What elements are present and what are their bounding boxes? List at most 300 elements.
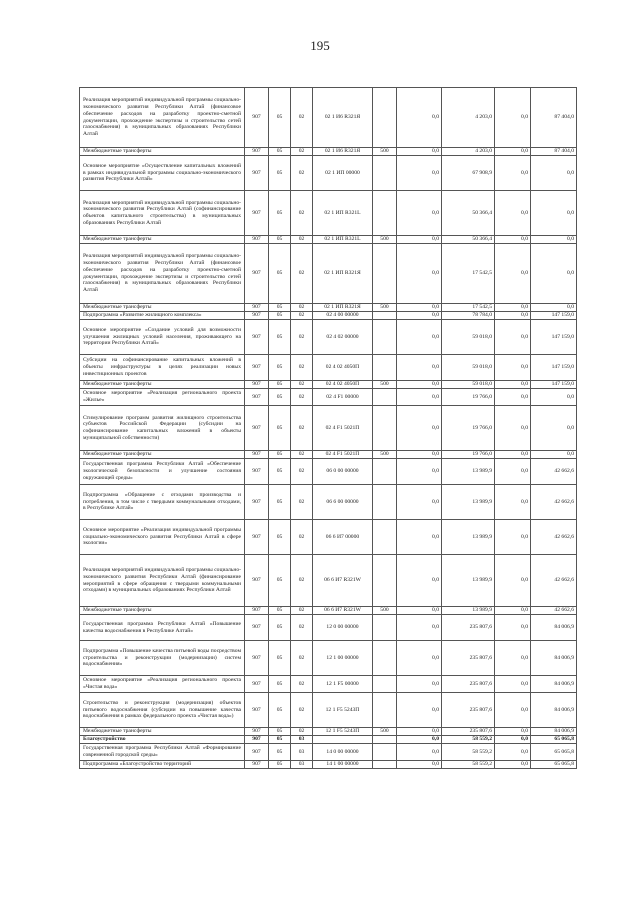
row-csr-cell: 02 4 F1 5021П <box>313 406 373 451</box>
row-csr-cell: 02 4 F1 5021П <box>313 451 373 459</box>
row-value2-cell: 13 989,9 <box>442 607 495 615</box>
row-value4-cell: 147 159,0 <box>531 320 577 355</box>
row-value4-cell: 84 006,9 <box>531 676 577 693</box>
row-value4-cell: 42 662,6 <box>531 607 577 615</box>
row-value3-cell: 0,0 <box>495 641 531 676</box>
row-value2-cell: 235 807,6 <box>442 615 495 641</box>
row-value3-cell: 0,0 <box>495 761 531 769</box>
row-value2-cell: 235 807,6 <box>442 693 495 728</box>
row-value4-cell: 0,0 <box>531 236 577 244</box>
row-rz-cell: 05 <box>269 736 291 744</box>
row-value1-cell: 0,0 <box>397 520 442 555</box>
table-row <box>80 693 577 728</box>
row-name-cell: Основное мероприятие «Реализация регионального проекта «Жилье» <box>80 389 245 406</box>
row-value4-cell: 42 662,6 <box>531 555 577 607</box>
row-vr-cell <box>373 88 397 148</box>
row-gr-cell: 907 <box>245 451 269 459</box>
row-value1-cell: 0,0 <box>397 485 442 520</box>
row-value4-cell: 65 065,8 <box>531 744 577 761</box>
row-rz-cell: 05 <box>269 555 291 607</box>
row-rz-cell: 05 <box>269 459 291 485</box>
row-name-cell: Межбюджетные трансферты <box>80 728 245 736</box>
row-csr-cell: 12 1 F5 00000 <box>313 676 373 693</box>
row-value2-cell: 19 766,0 <box>442 406 495 451</box>
row-value2-cell: 235 807,6 <box>442 676 495 693</box>
table-row <box>80 555 577 607</box>
row-value2-cell: 59 018,0 <box>442 355 495 381</box>
row-name-cell: Благоустройство <box>80 736 245 744</box>
row-value4-cell: 0,0 <box>531 304 577 312</box>
row-value3-cell: 0,0 <box>495 244 531 304</box>
row-value4-cell: 87 404,0 <box>531 88 577 148</box>
row-value3-cell: 0,0 <box>495 615 531 641</box>
row-gr-cell: 907 <box>245 736 269 744</box>
row-csr-cell: 02 1 ИП R321Я <box>313 304 373 312</box>
row-csr-cell: 06 6 00 00000 <box>313 485 373 520</box>
row-gr-cell: 907 <box>245 389 269 406</box>
row-value3-cell: 0,0 <box>495 148 531 156</box>
row-value3-cell: 0,0 <box>495 736 531 744</box>
row-csr-cell: 02 4 02 4050П <box>313 355 373 381</box>
row-vr-cell <box>373 615 397 641</box>
row-name-cell: Основное мероприятие «Реализация индивидуальной программы социально-экономического развития Республики Алтай в сфере экологии» <box>80 520 245 555</box>
row-value2-cell: 59 018,0 <box>442 381 495 389</box>
row-rz-cell: 05 <box>269 191 291 236</box>
row-gr-cell: 907 <box>245 485 269 520</box>
row-value2-cell: 19 766,0 <box>442 389 495 406</box>
row-rz-cell: 05 <box>269 355 291 381</box>
table-row <box>80 607 577 615</box>
row-vr-cell <box>373 156 397 191</box>
row-value1-cell: 0,0 <box>397 728 442 736</box>
row-value1-cell: 0,0 <box>397 761 442 769</box>
row-vr-cell <box>373 761 397 769</box>
row-pr-cell: 02 <box>291 607 313 615</box>
row-value1-cell: 0,0 <box>397 641 442 676</box>
row-value1-cell: 0,0 <box>397 555 442 607</box>
row-rz-cell: 05 <box>269 693 291 728</box>
row-name-cell: Реализация мероприятий индивидуальной программы социально-экономического развития Республики Алтай (финансирование мероприятий в сфере обращения с твердыми коммунальными отходами) в муниципальных образованиях Республики Алтай <box>80 555 245 607</box>
row-rz-cell: 05 <box>269 304 291 312</box>
row-value4-cell: 65 065,8 <box>531 761 577 769</box>
row-value2-cell: 78 784,0 <box>442 312 495 320</box>
row-value2-cell: 67 908,9 <box>442 156 495 191</box>
row-value1-cell: 0,0 <box>397 744 442 761</box>
table-row <box>80 676 577 693</box>
row-value3-cell: 0,0 <box>495 676 531 693</box>
row-pr-cell: 02 <box>291 389 313 406</box>
row-value2-cell: 17 542,5 <box>442 304 495 312</box>
row-gr-cell: 907 <box>245 406 269 451</box>
row-gr-cell: 907 <box>245 744 269 761</box>
row-csr-cell: 12 0 00 00000 <box>313 615 373 641</box>
row-name-cell: Реализация мероприятий индивидуальной программы социально-экономического развития Республики Алтай (софинансирование объектов капитального строительства) в муниципальных образованиях Республики Алтай <box>80 191 245 236</box>
row-gr-cell: 907 <box>245 459 269 485</box>
row-rz-cell: 05 <box>269 641 291 676</box>
row-name-cell: Подпрограмма «Обращение с отходами производства и потребления, в том числе с твердыми коммунальными отходами, в Республике Алтай» <box>80 485 245 520</box>
table-row <box>80 191 577 236</box>
row-value2-cell: 59 018,0 <box>442 320 495 355</box>
row-pr-cell: 02 <box>291 148 313 156</box>
table-row <box>80 320 577 355</box>
table-row <box>80 451 577 459</box>
row-value3-cell: 0,0 <box>495 459 531 485</box>
row-vr-cell: 500 <box>373 304 397 312</box>
row-pr-cell: 02 <box>291 641 313 676</box>
row-gr-cell: 907 <box>245 761 269 769</box>
row-pr-cell: 02 <box>291 555 313 607</box>
row-gr-cell: 907 <box>245 355 269 381</box>
row-vr-cell <box>373 520 397 555</box>
table-row <box>80 728 577 736</box>
row-value4-cell: 42 662,6 <box>531 520 577 555</box>
table-row <box>80 641 577 676</box>
row-csr-cell: 02 1 И6 R321Я <box>313 148 373 156</box>
row-csr-cell: 02 4 02 00000 <box>313 320 373 355</box>
row-value4-cell: 0,0 <box>531 406 577 451</box>
row-gr-cell: 907 <box>245 88 269 148</box>
row-value2-cell: 13 989,9 <box>442 459 495 485</box>
row-value3-cell: 0,0 <box>495 406 531 451</box>
row-value4-cell: 0,0 <box>531 389 577 406</box>
row-value1-cell: 0,0 <box>397 389 442 406</box>
row-pr-cell: 02 <box>291 312 313 320</box>
row-vr-cell <box>373 312 397 320</box>
row-vr-cell <box>373 389 397 406</box>
row-value2-cell: 50 366,4 <box>442 191 495 236</box>
row-value1-cell: 0,0 <box>397 676 442 693</box>
row-value2-cell: 50 366,4 <box>442 236 495 244</box>
row-vr-cell <box>373 355 397 381</box>
row-csr-cell: 02 1 ИП R321L <box>313 191 373 236</box>
row-csr-cell: 02 1 ИП R321L <box>313 236 373 244</box>
row-value2-cell: 19 766,0 <box>442 451 495 459</box>
row-gr-cell: 907 <box>245 191 269 236</box>
row-rz-cell: 05 <box>269 761 291 769</box>
row-gr-cell: 907 <box>245 693 269 728</box>
row-value1-cell: 0,0 <box>397 381 442 389</box>
table-row <box>80 244 577 304</box>
row-rz-cell: 05 <box>269 744 291 761</box>
row-csr-cell: 12 1 F5 5243П <box>313 728 373 736</box>
row-value1-cell: 0,0 <box>397 320 442 355</box>
row-value2-cell: 4 203,0 <box>442 88 495 148</box>
row-gr-cell: 907 <box>245 641 269 676</box>
table-row <box>80 736 577 744</box>
row-value3-cell: 0,0 <box>495 304 531 312</box>
row-value1-cell: 0,0 <box>397 148 442 156</box>
row-pr-cell: 02 <box>291 191 313 236</box>
row-rz-cell: 05 <box>269 88 291 148</box>
row-vr-cell: 500 <box>373 236 397 244</box>
row-pr-cell: 02 <box>291 728 313 736</box>
row-value1-cell: 0,0 <box>397 355 442 381</box>
row-csr-cell: 02 1 ИП 00000 <box>313 156 373 191</box>
row-csr-cell: 02 4 F1 00000 <box>313 389 373 406</box>
row-value3-cell: 0,0 <box>495 312 531 320</box>
row-csr-cell: 06 6 И7 00000 <box>313 520 373 555</box>
table-row <box>80 520 577 555</box>
row-pr-cell: 03 <box>291 744 313 761</box>
row-pr-cell: 02 <box>291 304 313 312</box>
table-row <box>80 148 577 156</box>
row-name-cell: Межбюджетные трансферты <box>80 148 245 156</box>
row-gr-cell: 907 <box>245 244 269 304</box>
table-row <box>80 304 577 312</box>
row-value2-cell: 58 559,2 <box>442 744 495 761</box>
row-gr-cell: 907 <box>245 236 269 244</box>
row-value2-cell: 235 807,6 <box>442 728 495 736</box>
row-gr-cell: 907 <box>245 555 269 607</box>
row-value1-cell: 0,0 <box>397 312 442 320</box>
row-csr-cell: 02 1 И6 R321Я <box>313 88 373 148</box>
row-value4-cell: 87 404,0 <box>531 148 577 156</box>
row-name-cell: Подпрограмма «Развитие жилищного комплекса» <box>80 312 245 320</box>
row-pr-cell: 02 <box>291 485 313 520</box>
row-vr-cell <box>373 555 397 607</box>
row-gr-cell: 907 <box>245 520 269 555</box>
row-name-cell: Стимулирование программ развития жилищного строительства субъектов Российской Федерации (субсидии на софинансирование капитальных вложений в объекты муниципальной собственности) <box>80 406 245 451</box>
row-value1-cell: 0,0 <box>397 736 442 744</box>
row-pr-cell: 02 <box>291 693 313 728</box>
table-row <box>80 381 577 389</box>
row-value1-cell: 0,0 <box>397 607 442 615</box>
row-pr-cell: 02 <box>291 320 313 355</box>
row-vr-cell: 500 <box>373 451 397 459</box>
row-value3-cell: 0,0 <box>495 320 531 355</box>
row-value2-cell: 17 542,5 <box>442 244 495 304</box>
row-value4-cell: 147 159,0 <box>531 381 577 389</box>
row-name-cell: Основное мероприятие «Реализация регионального проекта «Чистая вода» <box>80 676 245 693</box>
row-gr-cell: 907 <box>245 615 269 641</box>
row-value3-cell: 0,0 <box>495 520 531 555</box>
table-row <box>80 312 577 320</box>
row-gr-cell: 907 <box>245 148 269 156</box>
row-pr-cell: 02 <box>291 156 313 191</box>
row-value1-cell: 0,0 <box>397 88 442 148</box>
row-rz-cell: 05 <box>269 312 291 320</box>
row-value1-cell: 0,0 <box>397 693 442 728</box>
row-value3-cell: 0,0 <box>495 728 531 736</box>
row-csr-cell: 12 1 00 00000 <box>313 641 373 676</box>
table-row <box>80 236 577 244</box>
row-rz-cell: 05 <box>269 244 291 304</box>
row-rz-cell: 05 <box>269 236 291 244</box>
row-pr-cell: 02 <box>291 520 313 555</box>
row-vr-cell: 500 <box>373 148 397 156</box>
row-csr-cell: 02 4 00 00000 <box>313 312 373 320</box>
row-name-cell: Подпрограмма «Повышение качества питьевой воды посредством строительства и реконструкции (модернизации) систем водоснабжения» <box>80 641 245 676</box>
row-pr-cell: 02 <box>291 355 313 381</box>
row-vr-cell <box>373 459 397 485</box>
row-pr-cell: 02 <box>291 676 313 693</box>
table-body <box>80 88 577 769</box>
row-vr-cell <box>373 676 397 693</box>
row-value1-cell: 0,0 <box>397 406 442 451</box>
row-pr-cell: 03 <box>291 761 313 769</box>
row-value4-cell: 84 006,9 <box>531 728 577 736</box>
row-value4-cell: 84 006,9 <box>531 641 577 676</box>
row-value3-cell: 0,0 <box>495 355 531 381</box>
row-name-cell: Реализация мероприятий индивидуальной программы социально-экономического развития Республики Алтай (финансовое обеспечение расходов на разработку проектно-сметной документации, прохождение экспертизы и строительство сетей газоснабжения) в муниципальных образованиях Республики Алтай <box>80 88 245 148</box>
row-gr-cell: 907 <box>245 607 269 615</box>
row-rz-cell: 05 <box>269 389 291 406</box>
row-name-cell: Реализация мероприятий индивидуальной программы социально-экономического развития Республики Алтай (финансовое обеспечение расходов на разработку проектно-сметной документации, прохождение экспертизы и строительство сетей газоснабжения) в муниципальных образованиях Республики Алтай <box>80 244 245 304</box>
row-csr-cell: 14 1 00 00000 <box>313 761 373 769</box>
row-name-cell: Государственная программа Республики Алтай «Повышение качества водоснабжения в Республике Алтай» <box>80 615 245 641</box>
row-value3-cell: 0,0 <box>495 236 531 244</box>
row-rz-cell: 05 <box>269 148 291 156</box>
row-value3-cell: 0,0 <box>495 485 531 520</box>
row-vr-cell <box>373 191 397 236</box>
row-vr-cell: 500 <box>373 607 397 615</box>
row-gr-cell: 907 <box>245 320 269 355</box>
row-name-cell: Межбюджетные трансферты <box>80 304 245 312</box>
row-rz-cell: 05 <box>269 320 291 355</box>
row-vr-cell: 500 <box>373 381 397 389</box>
row-vr-cell <box>373 693 397 728</box>
row-value3-cell: 0,0 <box>495 156 531 191</box>
row-pr-cell: 02 <box>291 236 313 244</box>
row-value1-cell: 0,0 <box>397 459 442 485</box>
table-row <box>80 406 577 451</box>
row-value4-cell: 0,0 <box>531 191 577 236</box>
row-value4-cell: 147 159,0 <box>531 355 577 381</box>
row-name-cell: Строительство и реконструкция (модернизация) объектов питьевого водоснабжения (субсидии на повышение качества водоснабжения в рамках федерального проекта «Чистая вода») <box>80 693 245 728</box>
row-gr-cell: 907 <box>245 676 269 693</box>
row-value1-cell: 0,0 <box>397 244 442 304</box>
row-csr-cell: 12 1 F5 5243П <box>313 693 373 728</box>
row-pr-cell: 02 <box>291 615 313 641</box>
row-value4-cell: 65 065,8 <box>531 736 577 744</box>
row-rz-cell: 05 <box>269 156 291 191</box>
row-csr-cell <box>313 736 373 744</box>
row-name-cell: Межбюджетные трансферты <box>80 381 245 389</box>
row-gr-cell: 907 <box>245 304 269 312</box>
row-rz-cell: 05 <box>269 607 291 615</box>
row-value3-cell: 0,0 <box>495 555 531 607</box>
row-name-cell: Государственная программа Республики Алтай «Формирование современной городской среды» <box>80 744 245 761</box>
row-value3-cell: 0,0 <box>495 744 531 761</box>
row-gr-cell: 907 <box>245 381 269 389</box>
row-pr-cell: 02 <box>291 459 313 485</box>
row-vr-cell: 500 <box>373 728 397 736</box>
row-value2-cell: 235 807,6 <box>442 641 495 676</box>
row-value4-cell: 0,0 <box>531 244 577 304</box>
row-value3-cell: 0,0 <box>495 88 531 148</box>
row-rz-cell: 05 <box>269 728 291 736</box>
row-value2-cell: 4 203,0 <box>442 148 495 156</box>
row-value3-cell: 0,0 <box>495 451 531 459</box>
row-rz-cell: 05 <box>269 520 291 555</box>
row-value4-cell: 0,0 <box>531 451 577 459</box>
row-csr-cell: 02 4 02 4050П <box>313 381 373 389</box>
row-pr-cell: 03 <box>291 736 313 744</box>
row-value1-cell: 0,0 <box>397 615 442 641</box>
row-name-cell: Межбюджетные трансферты <box>80 451 245 459</box>
row-rz-cell: 05 <box>269 406 291 451</box>
row-value3-cell: 0,0 <box>495 607 531 615</box>
table-row <box>80 156 577 191</box>
row-rz-cell: 05 <box>269 615 291 641</box>
row-value3-cell: 0,0 <box>495 191 531 236</box>
table-row <box>80 744 577 761</box>
row-vr-cell <box>373 320 397 355</box>
row-name-cell: Основное мероприятие «Осуществление капитальных вложений в рамках индивидуальной программы социально-экономического развития Республики Алтай» <box>80 156 245 191</box>
row-value2-cell: 13 989,9 <box>442 555 495 607</box>
table-row <box>80 88 577 148</box>
row-pr-cell: 02 <box>291 88 313 148</box>
row-rz-cell: 05 <box>269 381 291 389</box>
row-csr-cell: 14 0 00 00000 <box>313 744 373 761</box>
row-vr-cell <box>373 485 397 520</box>
row-csr-cell: 06 6 И7 R321W <box>313 555 373 607</box>
table-row <box>80 459 577 485</box>
row-value1-cell: 0,0 <box>397 156 442 191</box>
row-rz-cell: 05 <box>269 676 291 693</box>
row-name-cell: Субсидии на софинансирование капитальных вложений в объекты инфраструктуры в целях реализации новых инвестиционных проектов <box>80 355 245 381</box>
row-value1-cell: 0,0 <box>397 451 442 459</box>
row-gr-cell: 907 <box>245 312 269 320</box>
row-value1-cell: 0,0 <box>397 236 442 244</box>
row-vr-cell <box>373 244 397 304</box>
row-value4-cell: 84 006,9 <box>531 615 577 641</box>
row-gr-cell: 907 <box>245 156 269 191</box>
table-row <box>80 355 577 381</box>
row-name-cell: Основное мероприятие «Создание условий для возможности улучшения жилищных условий населения, проживающего на территории Республики Алтай» <box>80 320 245 355</box>
row-rz-cell: 05 <box>269 451 291 459</box>
row-value1-cell: 0,0 <box>397 304 442 312</box>
row-value4-cell: 84 006,9 <box>531 693 577 728</box>
row-csr-cell: 02 1 ИП R321Я <box>313 244 373 304</box>
row-vr-cell <box>373 736 397 744</box>
row-value4-cell: 147 159,0 <box>531 312 577 320</box>
table-row <box>80 485 577 520</box>
budget-table <box>79 87 577 769</box>
row-gr-cell: 907 <box>245 728 269 736</box>
page-number: 195 <box>310 38 330 53</box>
row-name-cell: Межбюджетные трансферты <box>80 236 245 244</box>
table-row <box>80 615 577 641</box>
row-pr-cell: 02 <box>291 381 313 389</box>
row-name-cell: Подпрограмма «Благоустройство территорий <box>80 761 245 769</box>
row-pr-cell: 02 <box>291 244 313 304</box>
row-value2-cell: 58 559,2 <box>442 736 495 744</box>
row-value2-cell: 13 989,9 <box>442 485 495 520</box>
table-row <box>80 761 577 769</box>
row-rz-cell: 05 <box>269 485 291 520</box>
row-value4-cell: 42 662,6 <box>531 485 577 520</box>
row-value3-cell: 0,0 <box>495 381 531 389</box>
row-name-cell: Межбюджетные трансферты <box>80 607 245 615</box>
row-csr-cell: 06 6 И7 R321W <box>313 607 373 615</box>
row-value1-cell: 0,0 <box>397 191 442 236</box>
row-name-cell: Государственная программа Республики Алтай «Обеспечение экологической безопасности и улучшение состояния окружающей среды» <box>80 459 245 485</box>
row-pr-cell: 02 <box>291 451 313 459</box>
row-pr-cell: 02 <box>291 406 313 451</box>
row-value3-cell: 0,0 <box>495 389 531 406</box>
row-value2-cell: 13 989,9 <box>442 520 495 555</box>
row-csr-cell: 06 0 00 00000 <box>313 459 373 485</box>
row-vr-cell <box>373 744 397 761</box>
row-value3-cell: 0,0 <box>495 693 531 728</box>
row-vr-cell <box>373 406 397 451</box>
table-row <box>80 389 577 406</box>
row-vr-cell <box>373 641 397 676</box>
row-value2-cell: 58 559,2 <box>442 761 495 769</box>
row-value4-cell: 0,0 <box>531 156 577 191</box>
row-value4-cell: 42 662,6 <box>531 459 577 485</box>
